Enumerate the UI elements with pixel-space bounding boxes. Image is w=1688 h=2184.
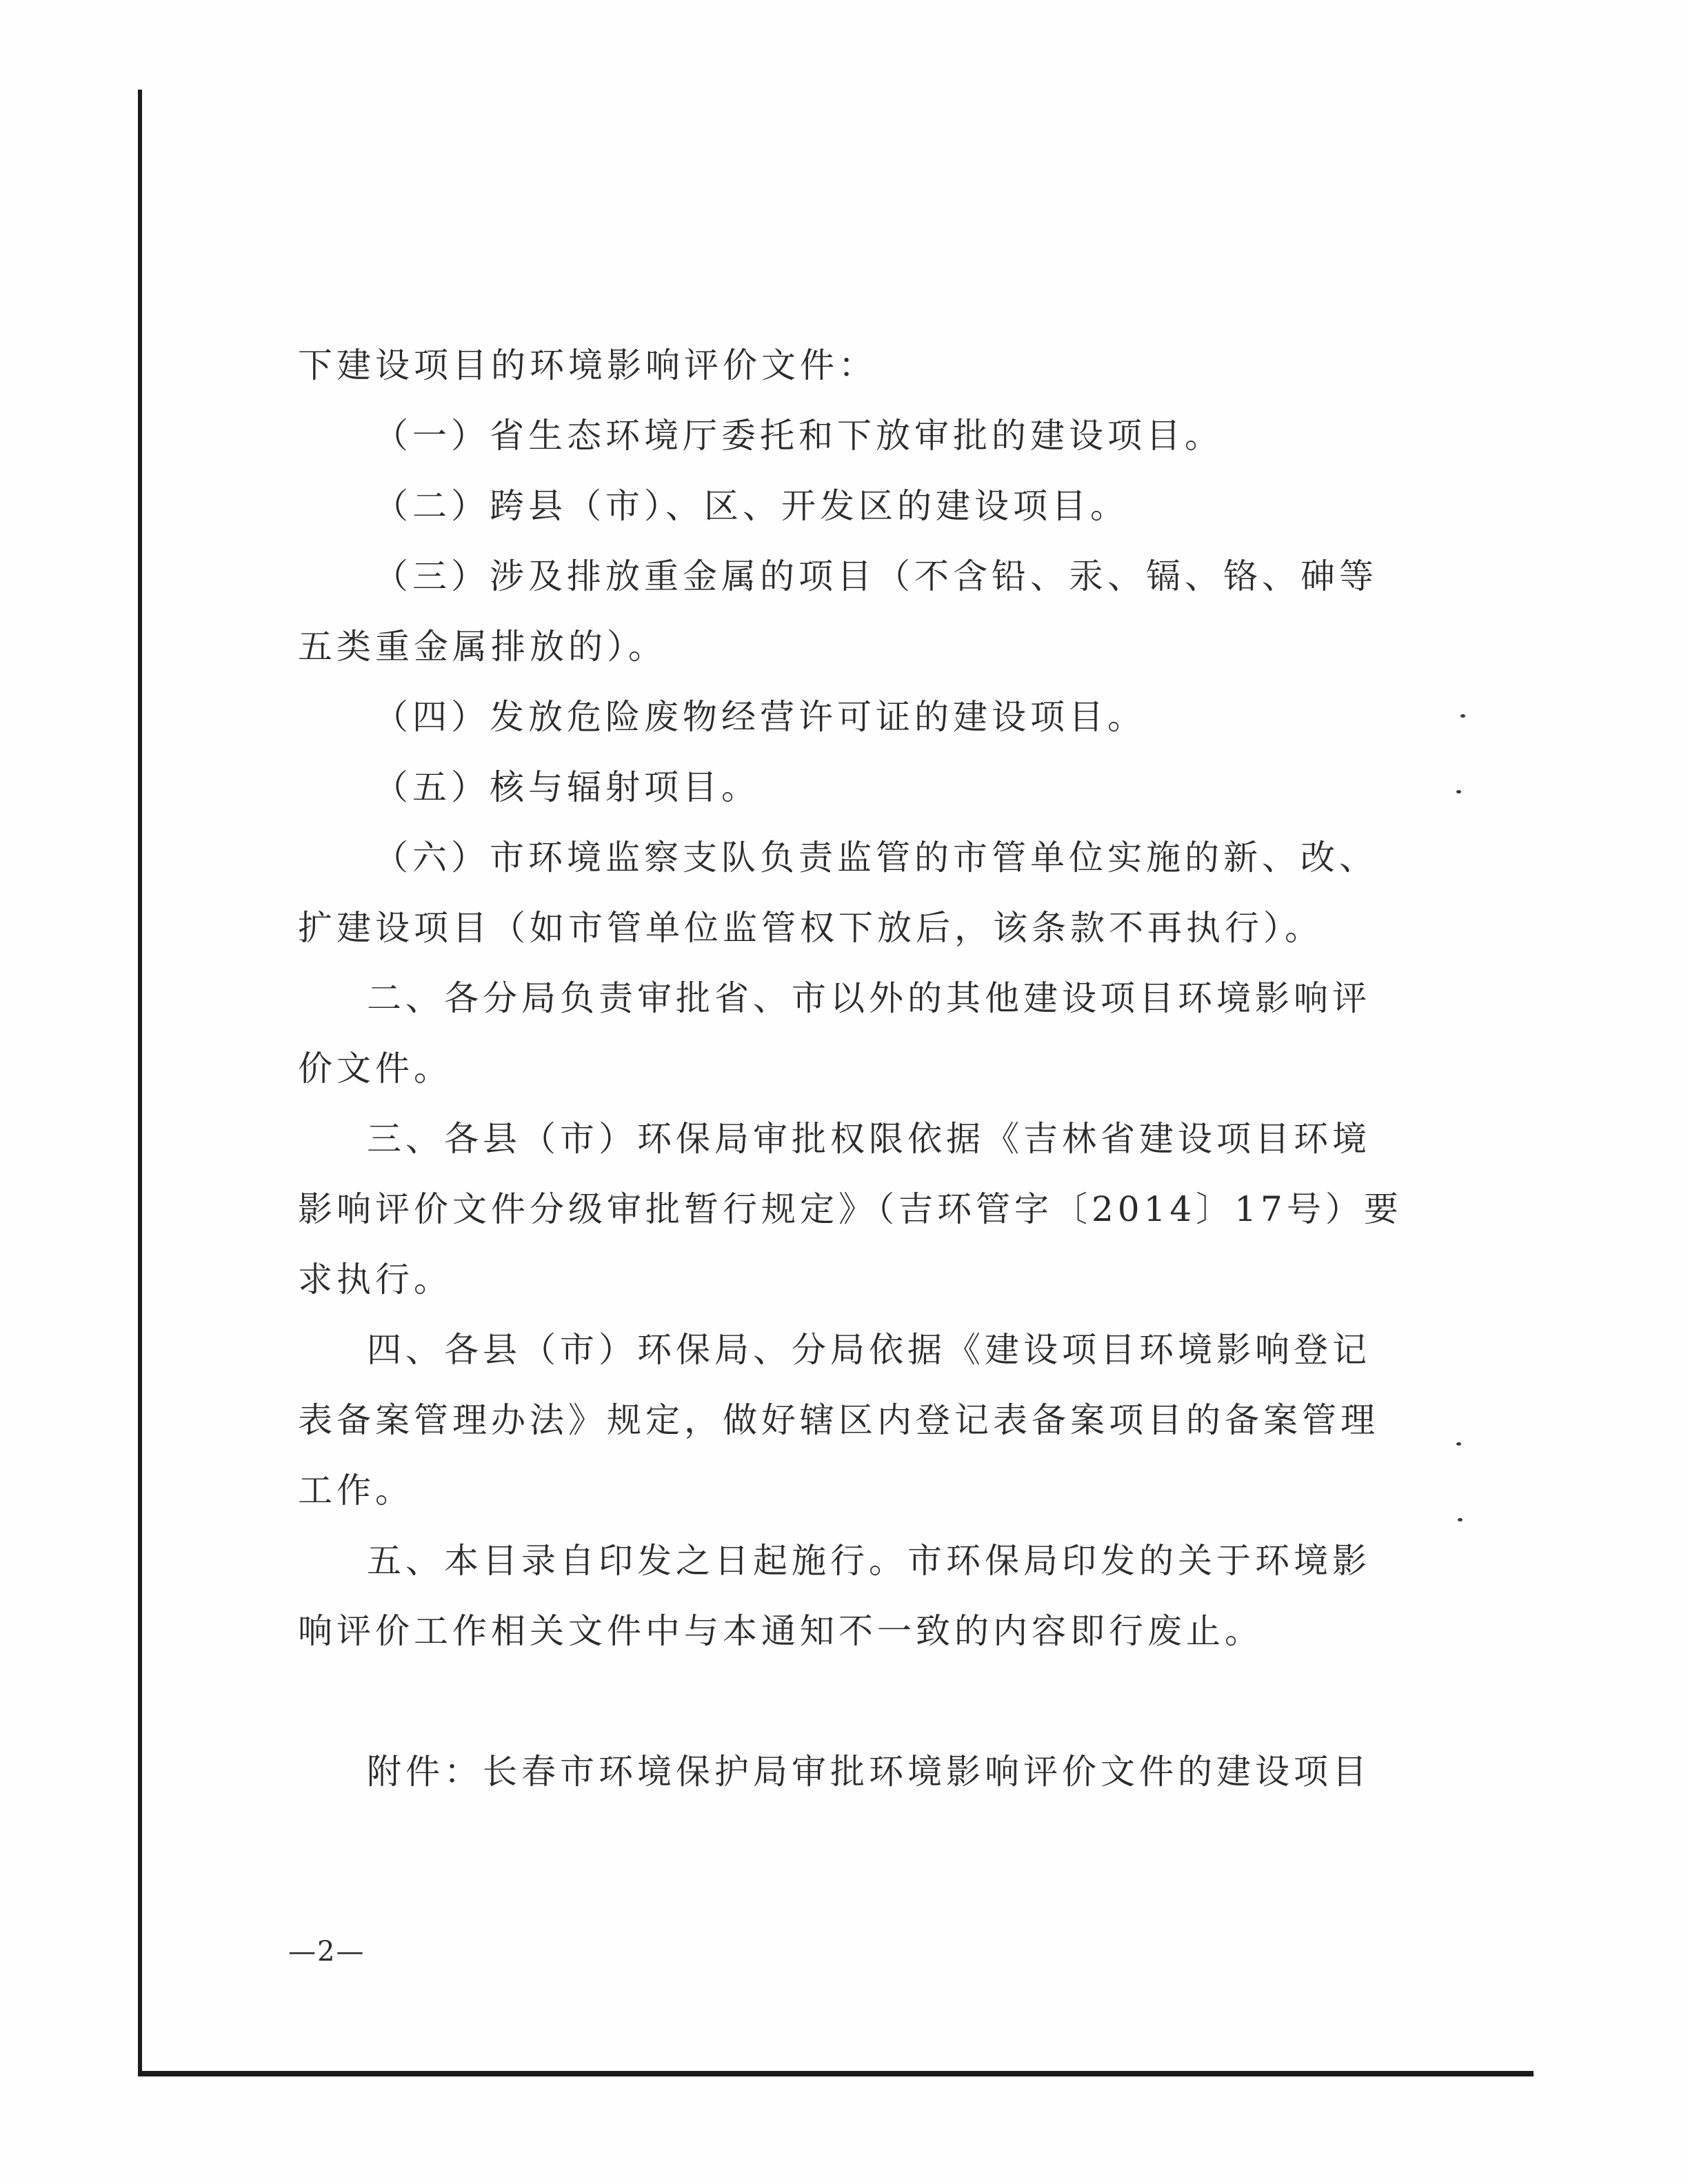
scan-edge-left [138, 90, 142, 2075]
list-item-3: （三）涉及排放重金属的项目（不含铅、汞、镉、铬、砷等 [374, 556, 1378, 596]
list-item-3-continued: 五类重金属排放的）。 [298, 627, 667, 667]
section-4-end: 工作。 [298, 1470, 414, 1510]
section-5: 五、本目录自印发之日起施行。市环保局印发的关于环境影 [367, 1541, 1371, 1581]
list-item-6: （六）市环境监察支队负责监管的市管单位实施的新、改、 [374, 838, 1378, 878]
section-2: 二、各分局负责审批省、市以外的其他建设项目环境影响评 [367, 978, 1371, 1018]
attachment-line: 附件：长春市环境保护局审批环境影响评价文件的建设项目 [367, 1752, 1371, 1792]
section-4: 四、各县（市）环保局、分局依据《建设项目环境影响登记 [367, 1330, 1371, 1370]
list-item-5: （五）核与辐射项目。 [374, 767, 760, 807]
section-3-continued: 影响评价文件分级审批暂行规定》（吉环管字〔2014〕17号）要 [298, 1189, 1403, 1229]
section-5-continued: 响评价工作相关文件中与本通知不一致的内容即行废止。 [298, 1611, 1263, 1651]
section-2-continued: 价文件。 [298, 1049, 452, 1089]
scan-speck [1456, 790, 1461, 793]
list-item-4: （四）发放危险废物经营许可证的建设项目。 [374, 697, 1146, 737]
scan-edge-bottom [138, 2071, 1534, 2076]
section-3: 三、各县（市）环保局审批权限依据《吉林省建设项目环境 [367, 1119, 1371, 1159]
list-item-1: （一）省生态环境厅委托和下放审批的建设项目。 [374, 416, 1223, 456]
list-item-6-continued: 扩建设项目（如市管单位监管权下放后，该条款不再执行）。 [298, 908, 1323, 948]
section-3-end: 求执行。 [298, 1260, 452, 1300]
scan-speck [1456, 1442, 1461, 1446]
section-4-continued: 表备案管理办法》规定，做好辖区内登记表备案项目的备案管理 [298, 1400, 1379, 1440]
paragraph-line: 下建设项目的环境影响评价文件： [298, 345, 877, 385]
list-item-2: （二）跨县（市）、区、开发区的建设项目。 [374, 486, 1129, 526]
page-number: —2— [288, 1936, 365, 1968]
scan-speck [1458, 1518, 1463, 1521]
scan-speck [1460, 714, 1465, 718]
